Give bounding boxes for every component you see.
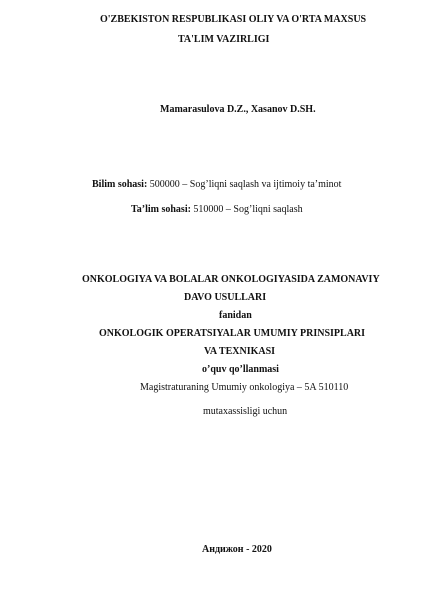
fanidan-label: fanidan <box>219 310 252 321</box>
education-field <box>131 204 303 216</box>
ministry-header-line1: O'ZBEKISTON RESPUBLIKASI OLIY VA O'RTA MAXSUS <box>100 14 367 25</box>
document-type: o’quv qo’llanmasi <box>202 364 279 375</box>
knowledge-field-label: Bilim sohasi: <box>92 179 148 190</box>
ministry-header-line2: TA'LIM VAZIRLIGI <box>178 34 270 45</box>
place-year-footer: Андижон - 2020 <box>202 544 272 555</box>
education-field-value: 510000 – Sog’liqni saqlash <box>190 204 303 215</box>
education-field-label: Ta’lim sohasi: <box>131 204 191 215</box>
audience-line2: mutaxassisligi uchun <box>203 406 288 417</box>
audience-line1: Magistraturaning Umumiy onkologiya – 5A 510110 <box>140 382 349 393</box>
knowledge-field-value: 500000 – Sog’liqni saqlash va ijtimoiy ta’minot <box>147 179 342 190</box>
document-title-line2: DAVO USULLARI <box>184 292 267 303</box>
knowledge-field <box>92 179 341 191</box>
document-title-line1: ONKOLOGIYA VA BOLALAR ONKOLOGIYASIDA ZAMONAVIY <box>82 274 380 285</box>
document-title-line4: VA TEXNIKASI <box>204 346 276 357</box>
document-title-line3: ONKOLOGIK OPERATSIYALAR UMUMIY PRINSIPLARI <box>99 328 366 339</box>
authors: Mamarasulova D.Z., Xasanov D.SH. <box>160 104 316 115</box>
